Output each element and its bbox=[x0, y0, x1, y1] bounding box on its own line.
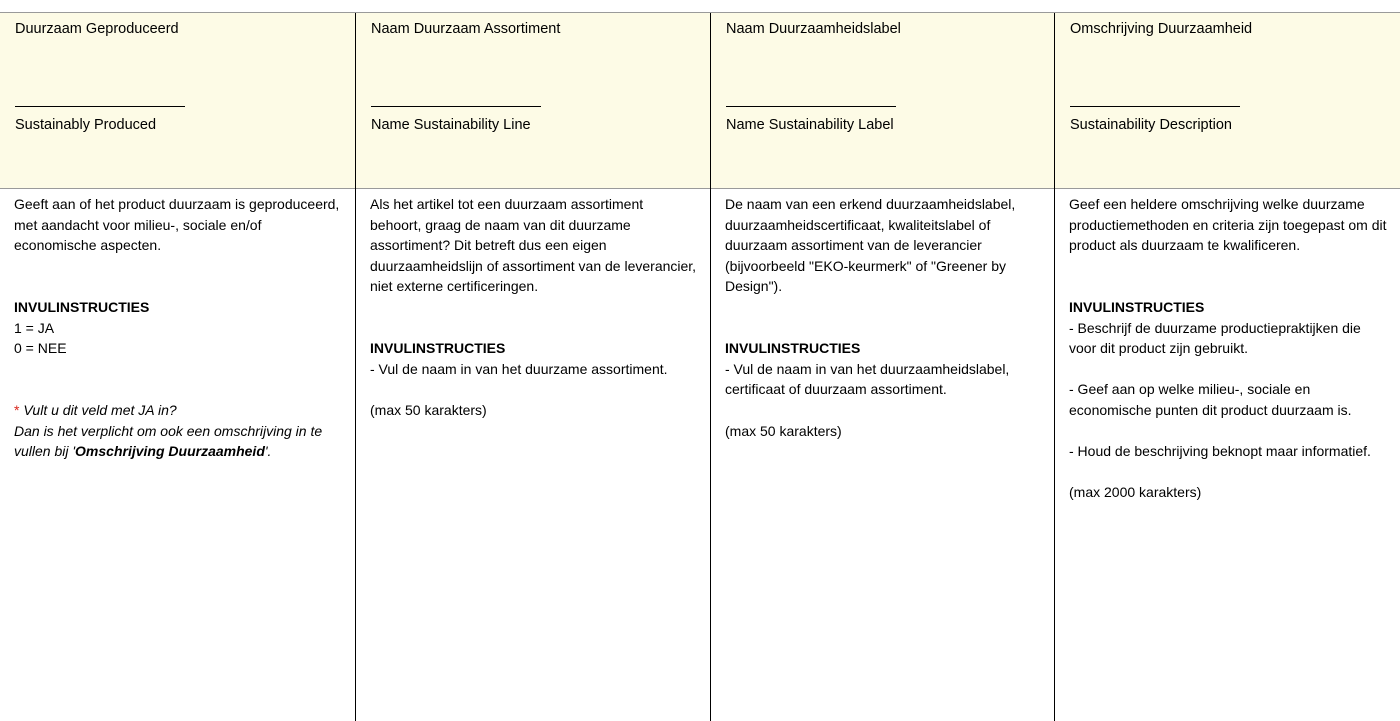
column-sustainability-label bbox=[711, 13, 1055, 721]
header-dutch: Naam Duurzaamheidslabel bbox=[726, 21, 901, 37]
instruction-line: - Geef aan op welke milieu-, sociale en economische punten dit product duurzaam is. bbox=[1069, 381, 1352, 418]
instructions-title: INVULINSTRUCTIES bbox=[725, 340, 861, 357]
instructions-title: INVULINSTRUCTIES bbox=[370, 340, 506, 357]
header-english: Name Sustainability Label bbox=[726, 117, 894, 133]
max-characters: (max 50 karakters) bbox=[370, 401, 487, 418]
field-description: Geef een heldere omschrijving welke duurzame productiemethoden en criteria zijn toegepast om dit product als duurzaam te kwalificeren. bbox=[1069, 196, 1387, 254]
column-body bbox=[356, 189, 710, 421]
column-header bbox=[711, 13, 1054, 189]
sustainability-fields-table bbox=[0, 12, 1400, 720]
column-body bbox=[0, 189, 355, 462]
field-description: Geeft aan of het product duurzaam is geproduceerd, met aandacht voor milieu-, sociale en/of economische aspecten. bbox=[14, 196, 340, 254]
header-english: Sustainably Produced bbox=[15, 117, 157, 133]
instruction-line: - Vul de naam in van het duurzaamheidslabel, certificaat of duurzaam assortiment. bbox=[725, 360, 1010, 398]
header-english: Sustainability Description bbox=[1070, 117, 1232, 133]
header-english: Name Sustainability Line bbox=[371, 117, 531, 133]
column-header bbox=[356, 13, 710, 189]
header-dutch: Omschrijving Duurzaamheid bbox=[1070, 21, 1253, 37]
field-description: Als het artikel tot een duurzaam assortiment behoort, graag de naam van dit duurzame assortiment? Dit betreft dus een eigen duurzaamheidslijn of assortiment van de leverancier, niet externe certificeringen. bbox=[370, 196, 697, 295]
instruction-line: - Houd de beschrijving beknopt maar informatief. bbox=[1069, 443, 1371, 460]
column-header bbox=[0, 13, 355, 189]
column-sustainability-description bbox=[1055, 13, 1400, 721]
instruction-line: 1 = JA bbox=[14, 319, 55, 336]
referenced-field-name: Omschrijving Duurzaamheid bbox=[75, 443, 265, 460]
column-sustainably-produced bbox=[0, 13, 356, 721]
required-note: * Vult u dit veld met JA in? bbox=[14, 401, 177, 418]
required-asterisk: * bbox=[14, 401, 20, 418]
header-dutch: Duurzaam Geproduceerd bbox=[15, 21, 179, 37]
max-characters: (max 2000 karakters) bbox=[1069, 484, 1202, 501]
column-body bbox=[711, 189, 1054, 441]
instructions-title: INVULINSTRUCTIES bbox=[1069, 298, 1205, 315]
max-characters: (max 50 karakters) bbox=[725, 422, 842, 439]
column-sustainability-line bbox=[356, 13, 711, 721]
instruction-line: 0 = NEE bbox=[14, 340, 67, 357]
instruction-line: - Beschrijf de duurzame productiepraktijken die voor dit product zijn gebruikt. bbox=[1069, 319, 1361, 357]
header-divider-line bbox=[726, 106, 896, 107]
instruction-line: - Vul de naam in van het duurzame assortiment. bbox=[370, 360, 668, 377]
header-divider-line bbox=[15, 106, 185, 107]
column-header bbox=[1055, 13, 1400, 189]
header-dutch: Naam Duurzaam Assortiment bbox=[371, 21, 561, 37]
instructions-title: INVULINSTRUCTIES bbox=[14, 298, 150, 315]
column-body bbox=[1055, 189, 1400, 503]
header-divider-line bbox=[1070, 106, 1240, 107]
required-note-detail: Dan is het verplicht om ook een omschrijving in te vullen bij 'Omschrijving Duurzaamheid'. bbox=[14, 422, 323, 460]
header-divider-line bbox=[371, 106, 541, 107]
field-description: De naam van een erkend duurzaamheidslabel, duurzaamheidscertificaat, kwaliteitslabel of duurzaam assortiment van de leverancier (bijvoorbeeld "EKO-keurmerk" of "Greener by Design"). bbox=[725, 196, 1016, 295]
